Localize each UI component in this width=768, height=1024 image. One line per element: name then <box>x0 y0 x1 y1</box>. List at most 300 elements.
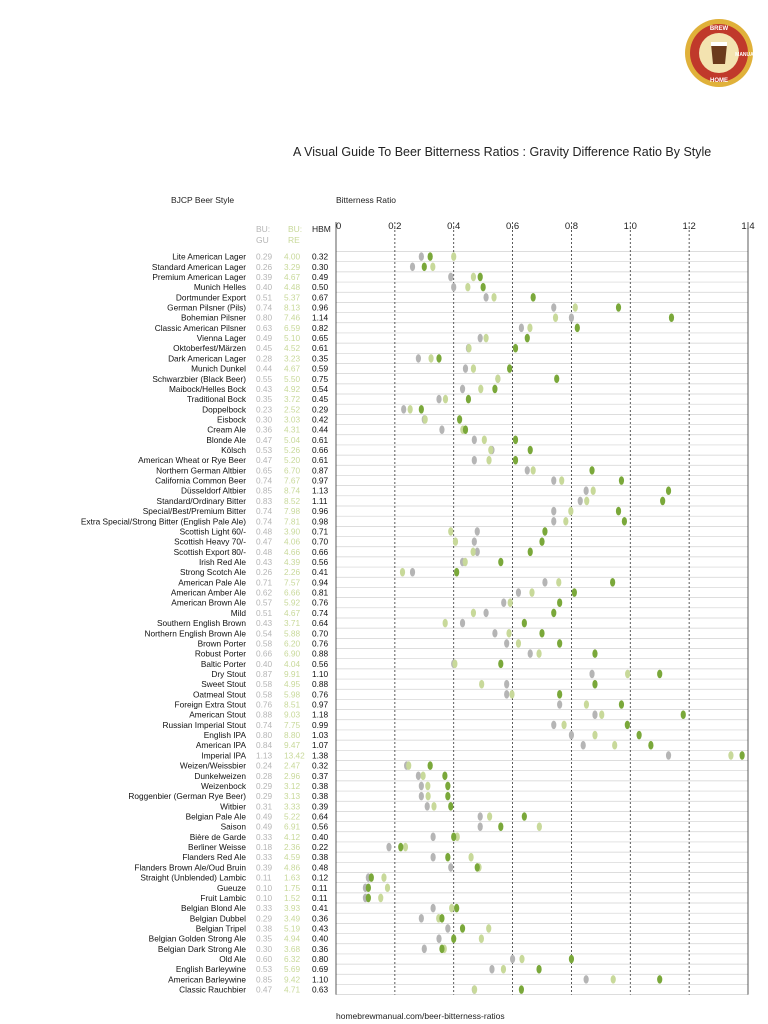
bugu-header: GU <box>256 235 269 245</box>
bugu-point <box>401 405 406 414</box>
bugu-value: 0.29 <box>256 251 273 262</box>
style-label: American IPA <box>195 740 246 751</box>
hbm-point <box>592 680 597 689</box>
hbm-point <box>498 558 503 567</box>
bure-value: 3.68 <box>284 943 301 954</box>
bure-point <box>428 354 433 363</box>
bure-point <box>431 802 436 811</box>
bure-value: 1.75 <box>284 882 301 893</box>
hbm-point <box>610 578 615 587</box>
bugu-value: 0.66 <box>256 648 273 659</box>
bugu-value: 0.10 <box>256 882 273 893</box>
bure-point <box>463 558 468 567</box>
bugu-point <box>478 334 483 343</box>
hbm-point <box>454 904 459 913</box>
bure-point <box>487 812 492 821</box>
bugu-point <box>460 385 465 394</box>
bugu-value: 0.39 <box>256 271 273 282</box>
style-label: Baltic Porter <box>200 658 246 669</box>
bugu-value: 1.13 <box>256 750 273 761</box>
hbm-point <box>366 894 371 903</box>
hbm-point <box>531 293 536 302</box>
hbm-value: 0.96 <box>312 506 329 517</box>
bure-point <box>425 782 430 791</box>
hbm-point <box>619 700 624 709</box>
bure-point <box>471 364 476 373</box>
hbm-point <box>572 588 577 597</box>
bure-value: 4.92 <box>284 383 301 394</box>
hbm-value: 0.98 <box>312 516 329 527</box>
bugu-point <box>436 934 441 943</box>
style-label: Southern English Brown <box>156 618 246 629</box>
bure-value: 4.67 <box>284 607 301 618</box>
hbm-point <box>398 843 403 852</box>
bure-value: 7.75 <box>284 719 301 730</box>
bure-value: 2.52 <box>284 404 301 415</box>
bure-value: 8.52 <box>284 495 301 506</box>
hbm-value: 0.67 <box>312 292 329 303</box>
bure-value: 7.98 <box>284 506 301 517</box>
hbm-value: 0.56 <box>312 658 329 669</box>
bure-point <box>573 303 578 312</box>
bugu-value: 0.88 <box>256 709 273 720</box>
hbm-value: 0.11 <box>312 892 328 903</box>
bugu-value: 0.63 <box>256 322 273 333</box>
hbm-value: 0.94 <box>312 577 329 588</box>
hbm-value: 0.97 <box>312 699 329 710</box>
bure-point <box>471 273 476 282</box>
style-label: Belgian Tripel <box>195 923 246 934</box>
bure-value: 4.12 <box>284 831 301 842</box>
bure-value: 7.67 <box>284 475 301 486</box>
style-label: Oatmeal Stout <box>192 689 246 700</box>
bure-value: 3.13 <box>284 791 301 802</box>
bugu-value: 0.54 <box>256 628 273 639</box>
bugu-value: 0.33 <box>256 831 273 842</box>
style-label: American Brown Ale <box>171 597 246 608</box>
bure-point <box>449 904 454 913</box>
hbm-point <box>575 324 580 333</box>
style-label: Imperial IPA <box>201 750 246 761</box>
bure-value: 4.52 <box>284 343 301 354</box>
style-label: Munich Dunkel <box>191 363 246 374</box>
bugu-value: 0.47 <box>256 455 273 466</box>
style-label: Sweet Stout <box>201 679 246 690</box>
hbm-point <box>439 914 444 923</box>
bugu-value: 0.36 <box>256 424 273 435</box>
hbm-value: 1.07 <box>312 740 329 751</box>
bure-point <box>536 649 541 658</box>
bure-header: RE <box>288 235 300 245</box>
bugu-point <box>386 843 391 852</box>
hbm-value: 0.29 <box>312 404 329 415</box>
bugu-point <box>478 822 483 831</box>
bure-point <box>421 771 426 780</box>
hbm-value: 0.71 <box>312 526 329 537</box>
hbm-value: 0.75 <box>312 373 329 384</box>
x-tick-label: 0 <box>336 221 342 232</box>
bure-point <box>406 761 411 770</box>
hbm-point <box>419 405 424 414</box>
bugu-point <box>483 293 488 302</box>
bugu-point <box>528 649 533 658</box>
bugu-point <box>419 914 424 923</box>
x-tick-label: 0.4 <box>447 221 461 232</box>
hbm-value: 0.80 <box>312 954 329 965</box>
hbm-point <box>551 609 556 618</box>
bugu-point <box>472 537 477 546</box>
bure-point <box>483 334 488 343</box>
x-tick-label: 0.8 <box>564 221 579 232</box>
style-label: Gueuze <box>216 882 246 893</box>
hbm-value: 0.76 <box>312 597 329 608</box>
hbm-point <box>648 741 653 750</box>
bure-point <box>556 578 561 587</box>
hbm-value: 0.32 <box>312 760 329 771</box>
style-label: Dortmunder Export <box>175 292 246 303</box>
bure-point <box>592 731 597 740</box>
bure-point <box>519 955 524 964</box>
bure-value: 4.31 <box>284 424 301 435</box>
bure-point <box>471 609 476 618</box>
style-label: Standard American Lager <box>151 261 246 272</box>
bure-value: 5.10 <box>284 333 301 344</box>
bure-value: 7.57 <box>284 577 301 588</box>
hbm-point <box>519 985 524 994</box>
hbm-point <box>637 731 642 740</box>
style-label: Strong Scotch Ale <box>180 567 246 578</box>
bugu-value: 0.47 <box>256 536 273 547</box>
style-label: Lite American Lager <box>172 251 246 262</box>
style-label: Berliner Weisse <box>188 842 246 853</box>
bugu-value: 0.26 <box>256 567 273 578</box>
hbm-value: 0.63 <box>312 984 329 995</box>
bugu-value: 0.29 <box>256 791 273 802</box>
hbm-point <box>542 527 547 536</box>
hbm-value: 0.76 <box>312 638 329 649</box>
style-label: Belgian Blond Ale <box>180 903 246 914</box>
bure-point <box>488 446 493 455</box>
bure-point <box>385 883 390 892</box>
bure-value: 3.90 <box>284 526 301 537</box>
hbm-value: 0.69 <box>312 964 329 975</box>
hbm-point <box>669 313 674 322</box>
bugu-value: 0.65 <box>256 465 273 476</box>
bure-point <box>531 466 536 475</box>
hbm-point <box>460 924 465 933</box>
style-label: Weizen/Weissbier <box>179 760 246 771</box>
hbm-value: 0.40 <box>312 933 329 944</box>
bugu-point <box>569 313 574 322</box>
bure-point <box>611 975 616 984</box>
bugu-point <box>431 853 436 862</box>
bugu-point <box>578 497 583 506</box>
bure-value: 13.42 <box>284 750 305 761</box>
bure-value: 6.70 <box>284 465 301 476</box>
hbm-point <box>525 334 530 343</box>
bugu-point <box>472 456 477 465</box>
bugu-value: 0.51 <box>256 292 273 303</box>
hbm-point <box>528 548 533 557</box>
bugu-point <box>551 507 556 516</box>
hbm-value: 0.38 <box>312 780 329 791</box>
hbm-point <box>592 649 597 658</box>
bure-point <box>612 741 617 750</box>
bure-value: 4.48 <box>284 282 301 293</box>
style-label: Scottish Light 60/- <box>179 526 246 537</box>
bure-value: 5.20 <box>284 455 301 466</box>
hbm-value: 0.22 <box>312 842 329 853</box>
bugu-point <box>504 690 509 699</box>
bure-value: 4.06 <box>284 536 301 547</box>
style-label: Bohemian Pilsner <box>180 312 246 323</box>
hbm-value: 0.70 <box>312 628 329 639</box>
bugu-value: 0.58 <box>256 638 273 649</box>
bugu-point <box>516 588 521 597</box>
hbm-point <box>681 710 686 719</box>
bure-point <box>501 965 506 974</box>
bure-value: 4.04 <box>284 658 301 669</box>
bure-point <box>584 497 589 506</box>
bugu-point <box>581 741 586 750</box>
bure-point <box>563 517 568 526</box>
hbm-value: 0.59 <box>312 363 329 374</box>
style-label: Weizenbock <box>200 780 246 791</box>
bugu-value: 0.71 <box>256 577 273 588</box>
bure-value: 1.52 <box>284 892 301 903</box>
bugu-point <box>519 324 524 333</box>
style-label: Oktoberfest/Märzen <box>173 343 246 354</box>
bugu-point <box>551 517 556 526</box>
x-tick-label: 0.2 <box>388 221 402 232</box>
bugu-point <box>569 731 574 740</box>
x-tick-label: 1.4 <box>741 221 755 232</box>
bugu-value: 0.33 <box>256 903 273 914</box>
bugu-point <box>501 598 506 607</box>
x-tick-label: 1.2 <box>682 221 696 232</box>
bugu-value: 0.38 <box>256 923 273 934</box>
bugu-point <box>551 476 556 485</box>
bure-value: 2.36 <box>284 842 301 853</box>
bugu-value: 0.74 <box>256 302 273 313</box>
hbm-point <box>740 751 745 760</box>
bure-value: 5.26 <box>284 445 301 456</box>
bugu-point <box>504 639 509 648</box>
bugu-value: 0.60 <box>256 954 273 965</box>
hbm-value: 0.37 <box>312 770 329 781</box>
bure-value: 3.29 <box>284 261 301 272</box>
bugu-point <box>451 283 456 292</box>
x-tick-label: 0.6 <box>505 221 520 232</box>
style-label: Schwarzbier (Black Beer) <box>152 373 246 384</box>
hbm-point <box>445 792 450 801</box>
bure-point <box>527 324 532 333</box>
hbm-value: 0.44 <box>312 424 329 435</box>
bure-value: 8.51 <box>284 699 301 710</box>
hbm-point <box>451 833 456 842</box>
bugu-value: 0.80 <box>256 730 273 741</box>
style-label: Belgian Golden Strong Ale <box>148 933 246 944</box>
bugu-value: 0.84 <box>256 740 273 751</box>
hbm-value: 1.13 <box>312 485 329 496</box>
hbm-value: 0.40 <box>312 831 329 842</box>
bugu-point <box>460 619 465 628</box>
hbm-point <box>513 456 518 465</box>
bugu-point <box>448 273 453 282</box>
hbm-point <box>619 476 624 485</box>
bugu-value: 0.29 <box>256 913 273 924</box>
style-label: Belgian Dark Strong Ale <box>157 943 246 954</box>
hbm-point <box>557 690 562 699</box>
bure-point <box>448 527 453 536</box>
bure-point <box>529 588 534 597</box>
bure-point <box>426 792 431 801</box>
hbm-point <box>478 273 483 282</box>
style-label: Scottish Heavy 70/- <box>174 536 246 547</box>
bugu-point <box>463 364 468 373</box>
bure-point <box>465 283 470 292</box>
bure-point <box>486 924 491 933</box>
bure-value: 7.81 <box>284 516 301 527</box>
bure-point <box>491 293 496 302</box>
style-label: American Barleywine <box>168 974 246 985</box>
bure-value: 9.47 <box>284 740 301 751</box>
bugu-value: 0.23 <box>256 404 273 415</box>
style-label: Special/Best/Premium Bitter <box>142 506 246 517</box>
style-label: Flanders Red Ale <box>182 852 246 863</box>
hbm-value: 0.45 <box>312 394 329 405</box>
hbm-value: 0.56 <box>312 556 329 567</box>
bure-point <box>378 894 383 903</box>
bure-point <box>423 415 428 424</box>
hbm-value: 0.65 <box>312 333 329 344</box>
bugu-point <box>478 812 483 821</box>
bugu-value: 0.26 <box>256 261 273 272</box>
bure-point <box>728 751 733 760</box>
style-label: Fruit Lambic <box>200 892 246 903</box>
style-label: Doppelbock <box>202 404 246 415</box>
bure-value: 4.95 <box>284 679 301 690</box>
hbm-value: 0.38 <box>312 852 329 863</box>
bure-value: 3.33 <box>284 801 301 812</box>
svg-text:BREW: BREW <box>709 26 729 32</box>
style-label: Vienna Lager <box>196 333 246 344</box>
bugu-point <box>551 721 556 730</box>
style-label: Blonde Ale <box>206 434 246 445</box>
hbm-point <box>625 721 630 730</box>
hbm-point <box>539 537 544 546</box>
hbm-value: 0.54 <box>312 383 329 394</box>
hbm-point <box>557 598 562 607</box>
style-label: Flanders Brown Ale/Oud Bruin <box>134 862 246 873</box>
bugu-value: 0.49 <box>256 821 273 832</box>
hbm-point <box>481 283 486 292</box>
hbm-point <box>513 344 518 353</box>
style-label: Roggenbier (German Rye Beer) <box>128 791 246 802</box>
hbm-point <box>657 975 662 984</box>
bure-point <box>482 436 487 445</box>
hbm-point <box>442 771 447 780</box>
bugu-value: 0.31 <box>256 801 273 812</box>
bugu-point <box>448 863 453 872</box>
hbm-value: 0.88 <box>312 679 329 690</box>
hbm-value: 0.12 <box>312 872 329 883</box>
svg-text:MANUAL: MANUAL <box>735 52 757 58</box>
style-label: Irish Red Ale <box>198 556 246 567</box>
bure-point <box>408 405 413 414</box>
style-label: Dark American Lager <box>168 353 246 364</box>
bugu-value: 0.85 <box>256 485 273 496</box>
bure-point <box>403 843 408 852</box>
style-label: Dunkelweizen <box>194 770 246 781</box>
bugu-value: 0.58 <box>256 679 273 690</box>
bugu-point <box>419 782 424 791</box>
style-label: American Amber Ale <box>170 587 246 598</box>
hbm-point <box>522 619 527 628</box>
bugu-point <box>436 395 441 404</box>
bure-value: 9.03 <box>284 709 301 720</box>
style-label: Belgian Pale Ale <box>185 811 246 822</box>
hbm-value: 0.35 <box>312 353 329 364</box>
style-label: Bière de Garde <box>189 831 246 842</box>
bure-value: 4.67 <box>284 271 301 282</box>
hbm-value: 0.41 <box>312 903 329 914</box>
style-label: Northern English Brown Ale <box>144 628 246 639</box>
bugu-value: 0.74 <box>256 719 273 730</box>
bugu-point <box>589 670 594 679</box>
hbm-value: 0.88 <box>312 648 329 659</box>
bure-point <box>471 548 476 557</box>
bugu-point <box>584 975 589 984</box>
style-label: Mild <box>230 607 246 618</box>
hbm-value: 0.61 <box>312 343 329 354</box>
hbm-value: 0.56 <box>312 821 329 832</box>
bure-value: 4.66 <box>284 546 301 557</box>
hbm-value: 0.81 <box>312 587 329 598</box>
bure-value: 6.90 <box>284 648 301 659</box>
bugu-point <box>592 710 597 719</box>
bure-value: 3.23 <box>284 353 301 364</box>
hbm-point <box>445 782 450 791</box>
hbm-point <box>498 659 503 668</box>
bure-point <box>443 619 448 628</box>
hbm-point <box>657 670 662 679</box>
bure-value: 4.39 <box>284 556 301 567</box>
bugu-value: 0.30 <box>256 943 273 954</box>
bugu-point <box>475 527 480 536</box>
bugu-point <box>416 354 421 363</box>
bure-value: 1.63 <box>284 872 301 883</box>
hbm-point <box>666 486 671 495</box>
hbm-value: 1.18 <box>312 709 329 720</box>
style-label: Premium American Lager <box>152 271 246 282</box>
bure-point <box>468 853 473 862</box>
bure-value: 8.13 <box>284 302 301 313</box>
hbm-point <box>422 262 427 271</box>
bure-value: 6.20 <box>284 638 301 649</box>
bure-point <box>486 456 491 465</box>
bugu-point <box>489 965 494 974</box>
bugu-point <box>551 303 556 312</box>
bure-value: 4.86 <box>284 862 301 873</box>
chart-title: A Visual Guide To Beer Bitterness Ratios : Gravity Difference Ratio By Style <box>293 145 712 159</box>
x-tick-label: 1.0 <box>623 221 637 232</box>
hbm-value: 0.87 <box>312 465 329 476</box>
bure-point <box>466 344 471 353</box>
ratio-axis-header: Bitterness Ratio <box>336 195 396 205</box>
bure-value: 3.71 <box>284 618 301 629</box>
bure-value: 4.00 <box>284 251 301 262</box>
